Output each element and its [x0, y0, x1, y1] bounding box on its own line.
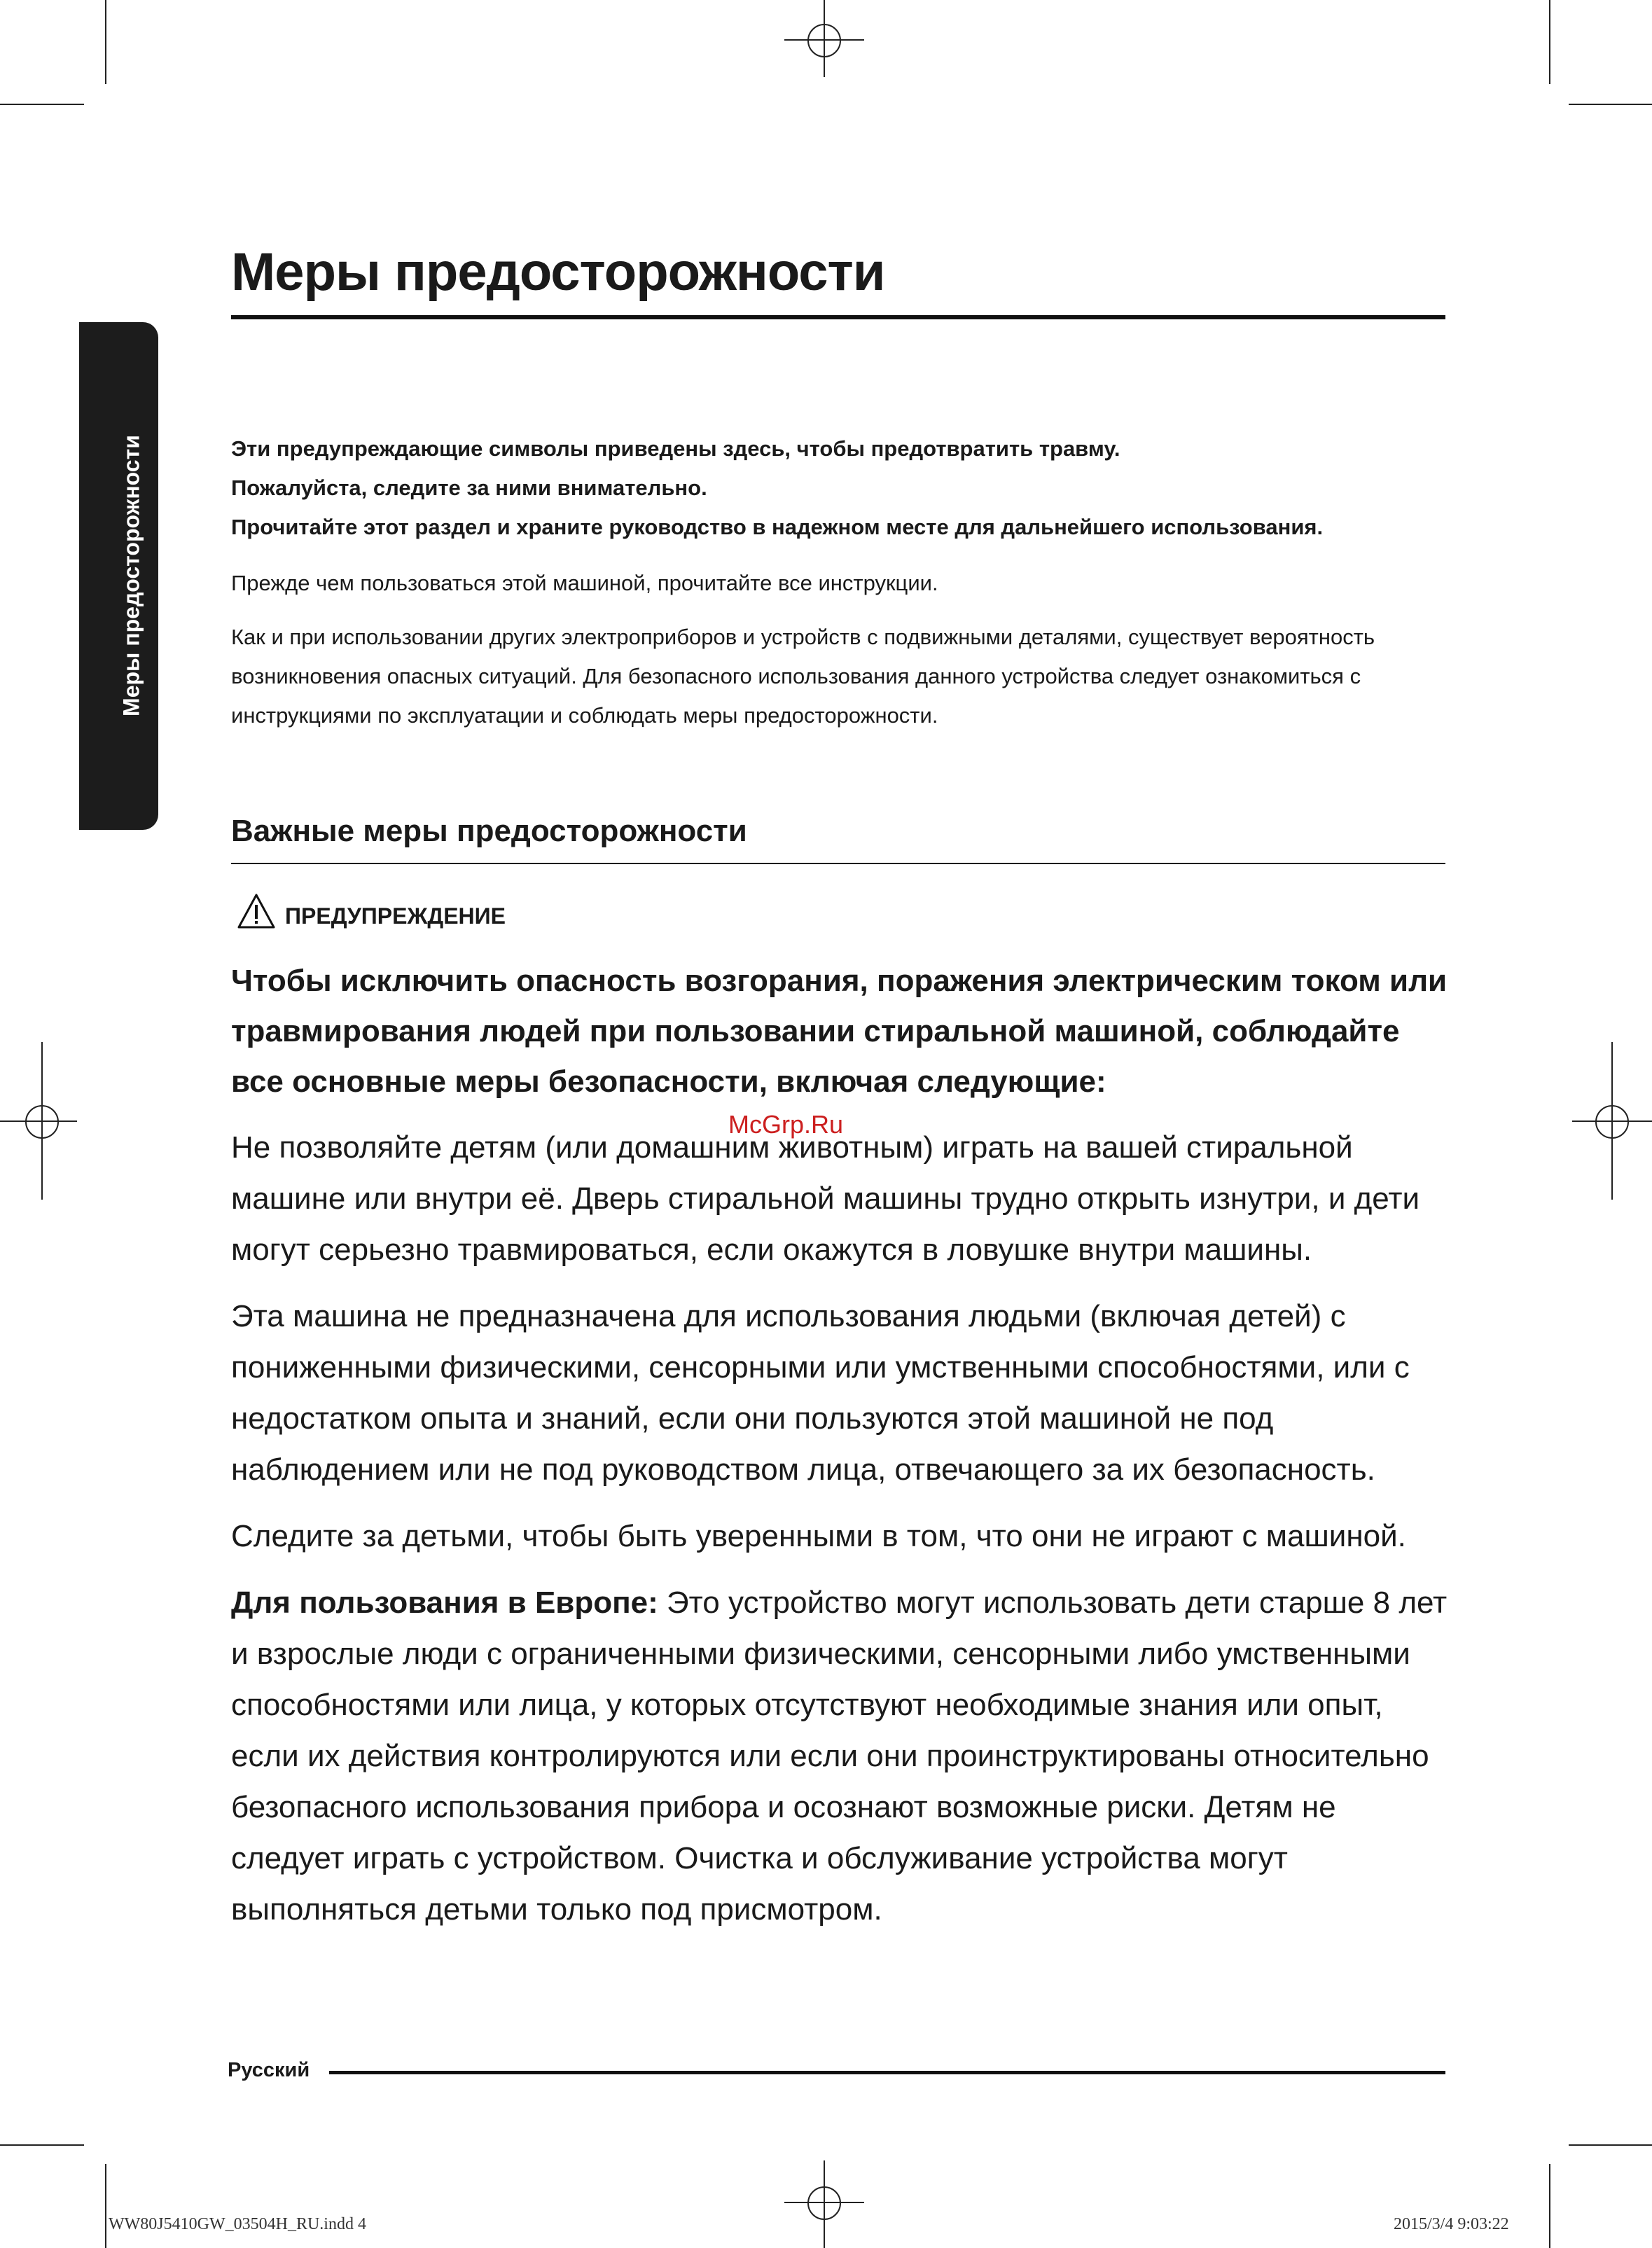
crop-mark: [1549, 2164, 1550, 2248]
warning-lead: Чтобы исключить опасность возгорания, поражения электрическим током или травмирования людей при пользовании стиральной машиной, соблюдайте все основные меры безопасности, включая следующие:: [231, 964, 1448, 1099]
print-slug-date: 2015/3/4 9:03:22: [1394, 2215, 1509, 2233]
safety-paragraph: Не позволяйте детям (или домашним животным) играть на вашей стиральной машине или внутри её. Дверь стиральной машины трудно открыть изнутри, и дети могут серьезно травмироваться, если окажутся в ловушке внутри машины.: [231, 1130, 1420, 1267]
crop-mark: [105, 0, 106, 84]
crop-mark: [105, 2164, 106, 2248]
crop-mark: [1569, 2144, 1652, 2146]
safety-paragraph: Следите за детьми, чтобы быть уверенными в том, что они не играют с машиной.: [231, 1519, 1406, 1553]
europe-paragraph: [231, 1577, 1457, 1935]
intro-bold-line: Пожалуйста, следите за ними внимательно.: [231, 476, 707, 500]
footer-divider: [329, 2071, 1445, 2074]
europe-text: Это устройство могут использовать дети старше 8 лет и взрослые люди с ограниченными физическими, сенсорными либо умственными способностями или лица, у которых отсутствуют необходимые знания или опыт, если их действия контролируются или если они проинструктированы относительно безопасного использования прибора и осознают возможные риски. Детям не следует играть с устройством. Очистка и обслуживание устройства могут выполняться детьми только под присмотром.: [231, 1586, 1448, 1927]
safety-paragraph: Эта машина не предназначена для использования людьми (включая детей) с пониженными физическими, сенсорными или умственными способностями, или с недостатком опыта и знаний, если они пользуются этой машиной не под наблюдением или не под руководством лица, отвечающего за их безопасность.: [231, 1299, 1410, 1487]
section-heading: Важные меры предосторожности: [231, 814, 747, 848]
title-divider: [231, 315, 1445, 319]
watermark: McGrp.Ru: [728, 1110, 844, 1139]
crop-mark: [0, 104, 84, 105]
warning-label: ПРЕДУПРЕЖДЕНИЕ: [285, 903, 506, 929]
page-title: Меры предосторожности: [231, 242, 885, 302]
print-slug-file: WW80J5410GW_03504H_RU.indd 4: [109, 2215, 366, 2233]
footer-language: Русский: [228, 2059, 310, 2081]
side-tab-label: Меры предосторожности: [118, 435, 144, 716]
intro-bold-line: Прочитайте этот раздел и храните руководство в надежном месте для дальнейшего использования.: [231, 515, 1324, 539]
intro-bold-line: Эти предупреждающие символы приведены здесь, чтобы предотвратить травму.: [231, 436, 1120, 461]
intro-paragraph: Как и при использовании других электроприборов и устройств с подвижными деталями, существует вероятность возникновения опасных ситуаций. Для безопасного использования данного устройства следует ознакомиться с инструкциями по эксплуатации и соблюдать меры предосторожности.: [231, 625, 1375, 728]
section-divider: [231, 863, 1445, 864]
crop-mark: [1569, 104, 1652, 105]
crop-mark: [1549, 0, 1550, 84]
warning-triangle-icon: [237, 893, 276, 933]
crop-mark: [0, 2144, 84, 2146]
europe-label: Для пользования в Европе:: [231, 1586, 658, 1620]
intro-paragraph: Прежде чем пользоваться этой машиной, прочитайте все инструкции.: [231, 571, 938, 595]
